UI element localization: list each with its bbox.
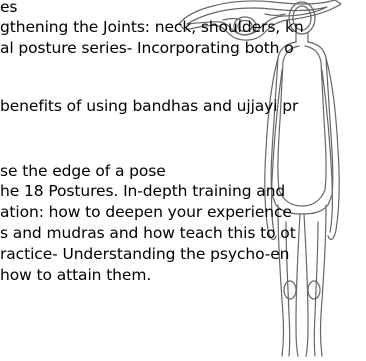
text-line: al posture series- Incorporating both o [0,39,294,57]
text-line: gthening the Joints: neck, shoulders, kn [0,18,304,36]
text-line: se the edge of a pose [0,162,166,180]
text-line: he 18 Postures. In-depth training and [0,182,286,200]
text-line: es [0,0,18,16]
text-line: how to attain them. [0,266,152,284]
text-line: benefits of using bandhas and ujjayi pr [0,97,299,115]
text-line: ractice- Understanding the psycho-en [0,245,290,263]
text-line: ation: how to deepen your experience [0,203,292,221]
text-line: s and mudras and how teach this to ot [0,224,296,242]
